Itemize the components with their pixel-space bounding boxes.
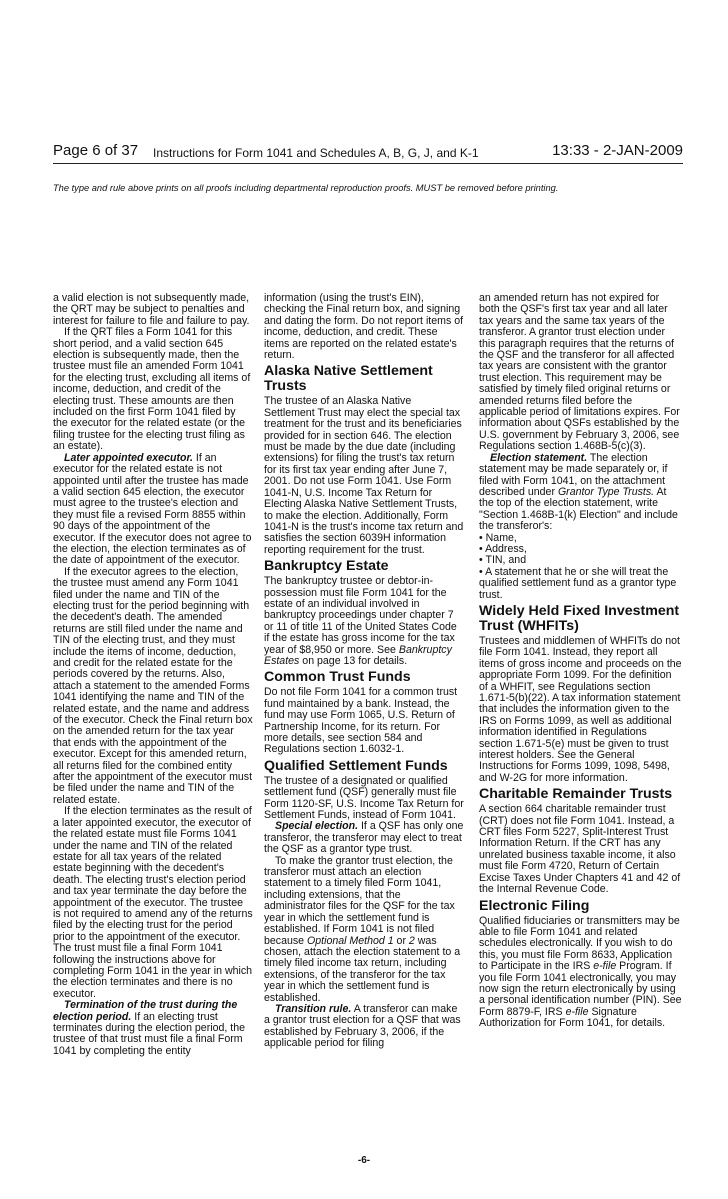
run-in-heading: Termination of the trust during the election period. [53,999,238,1023]
paragraph: A section 664 charitable remainder trust (CRT) does not file Form 1041. Instead, a CRT files Form 5227, Split-Interest Trust Information Return. If the CRT has any unrelated business taxable income, it also must file Form 4720, Return of Certain Excise Taxes Under Chapters 41 and 42 of the Internal Revenue Code. [479,803,681,896]
section-heading: Widely Held Fixed Investment Trust (WHFITs) [479,602,680,634]
run-in-heading: Special election. [275,820,359,833]
list-item: • Name, [479,533,682,544]
list-item: • A statement that he or she will treat the qualified settlement fund as a grantor type trust. [479,567,682,601]
paragraph: If the QRT files a Form 1041 for this short period, and a valid section 645 election is subsequently made, then the trustee must file an amended Form 1041 for the electing trust, excluding all items of income, deduction, and credit of the electing trust. These amounts are then included on the first Form 1041 filed by the executor for the related estate (or the filing trustee for the electing trust filing as an estate). [53,326,251,453]
bullet-list [479,533,682,601]
paragraph: If the executor agrees to the election, the trustee must amend any Form 1041 filed under the name and TIN of the electing trust for the period beginning with the decedent's death. The amended returns are still filed under the name and TIN of the electing trust, and they must include the items of income, deduction, and credit for the related estate for the periods covered by the returns. Also, attach a statement to the amended Forms 1041 identifying the name and TIN of the related estate, and the name and address of the executor. Check the Final return box on the amended return for the tax year that ends with the appointment of the executor. Except for this amended return, all returns filed for the combined entity after the appointment of the executor must be filed under the name and TIN of the related estate. [53,565,253,806]
paragraph: If the election terminates as the result of a later appointed executor, the executor of the related estate must file Forms 1041 under the name and TIN of the related estate for all tax years of the related estate beginning with the decedent's death. The electing trust's election period and tax year terminate the day before the appointment of the executor. The trustee is not required to amend any of the returns filed by the electing trust for the period prior to the appointment of the executor. The trust must file a final Form 1041 following the instructions above for completing Form 1041 in the year in which the election terminates and there is no executor. [53,805,253,1000]
paragraph: Do not file Form 1041 for a common trust fund maintained by a bank. Instead, the fund may use Form 1065, U.S. Return of Partnership Income, for its return. For more details, see section 584 and Regulations section 1.6032-1. [264,686,458,756]
paragraph: information (using the trust's EIN), checking the Final return box, and signing and dating the form. Do not report items of income, deduction, and credit. These items are reported on the related estate's return. [264,292,464,362]
list-item: • Address, [479,544,682,555]
timestamp: 13:33 - 2-JAN-2009 [552,142,683,159]
list-item: • TIN, and [479,555,682,566]
paragraph: Trustees and middlemen of WHFITs do not file Form 1041. Instead, they report all items of gross income and proceeds on the appropriate Form 1099. For the definition of a WHFIT, see Regulations section 1.671-5(b)(22). A tax information statement that includes the information given to the IRS on Forms 1099, as well as additional information identified in Regulations section 1.671-5(e) must be given to trust interest holders. See the General Instructions for Forms 1099, 1098, 5498, and W-2G for more information. [479,634,682,784]
paragraph: an amended return has not expired for both the QSF's first tax year and all later tax years and the same tax years of the transferor. A grantor trust election under this paragraph requires that the returns of the QSF and the transferor for all affected tax years are consistent with the grantor trust election. This requirement may be satisfied by timely filed original returns or amended returns filed before the applicable period of limitations expires. For information about QSFs established by the U.S. government by February 3, 2006, see Regulations section 1.468B-5(c)(3). [479,292,680,453]
paragraph: a valid election is not subsequently made, the QRT may be subject to penalties and interest for failure to file and failure to pay. [53,292,250,327]
paragraph: Later appointed executor. If an executor for the related estate is not appointed until after the trustee has made a valid section 645 election, the executor must agree to the trustee's election and they must file a revised Form 8855 within 90 days of the appointment of the executor. If the executor does not agree to the election, the election terminates as of the date of appointment of the executor. [53,451,252,567]
paragraph: Special election. If a QSF has only one transferor, the transferor may elect to treat the QSF as a grantor type trust. [264,820,464,856]
proof-notice: The type and rule above prints on all proofs including departmental reproduction proofs. MUST be removed before printing. [53,183,559,193]
run-in-heading: Transition rule. [275,1002,352,1015]
paragraph: Election statement. The election statement may be made separately or, if filed with Form 1041, on the attachment described under Grantor Type Trusts. At the top of the election statement, write "Section 1.468B-1(k) Election" and include the transferor's: [479,451,678,533]
column-3 [479,293,682,1030]
paragraph: Qualified fiduciaries or transmitters may be able to file Form 1041 and related schedules electronically. If you wish to do this, you must file Form 8633, Application to Participate in the IRS e-file Program. If you file Form 1041 electronically, you may now sign the return electronically by using a personal identification number (PIN). See Form 8879-F, IRS e-file Signature Authorization for Form 1041, for details. [479,914,682,1030]
paragraph: To make the grantor trust election, the transferor must attach an election statement to a timely filed Form 1041, including extensions, that the administrator files for the QSF for the tax year in which the settlement fund is established. If Form 1041 is not filed because Optional Method 1 or 2 was chosen, attach the election statement to a timely filed income tax return, including extensions, of the transferor for the tax year in which the settlement fund is established. [264,854,461,1004]
section-heading: Qualified Settlement Funds [264,757,448,774]
column-1 [53,293,253,1057]
run-in-heading: Later appointed executor. [64,451,193,464]
run-in-heading: Election statement. [490,451,588,464]
paragraph: Transition rule. A transferor can make a grantor trust election for a QSF that was established by February 3, 2006, if the applicable period for filing [264,1002,461,1050]
section-heading: Alaska Native Settlement Trusts [264,363,433,395]
section-heading: Electronic Filing [479,897,590,914]
column-2 [264,293,464,1050]
page-header [53,141,683,164]
page-number: Page 6 of 37 [53,142,139,159]
paragraph: The trustee of a designated or qualified settlement fund (QSF) generally must file Form 1120-SF, U.S. Income Tax Return for Settlement Funds, instead of Form 1041. [264,774,464,822]
document-title: Instructions for Form 1041 and Schedules A, B, G, J, and K-1 [153,146,479,160]
paragraph: The trustee of an Alaska Native Settlement Trust may elect the special tax treatment for the trust and its beneficiaries provided for in section 646. The election must be made by the due date (including extensions) for filing the trust's tax return for its first tax year ending after June 7, 2001. Do not use Form 1041. Use Form 1041-N, U.S. Income Tax Return for Electing Alaska Native Settlement Trusts, to make the election. Additionally, Form 1041-N is the trust's income tax return and satisfies the section 6039H information reporting requirement for the trust. [264,395,464,556]
paragraph: The bankruptcy trustee or debtor-in-possession must file Form 1041 for the estate of an individual involved in bankruptcy proceedings under chapter 7 or 11 of title 11 of the United States Code if the estate has gross income for the tax year of $8,950 or more. See Bankruptcy Estates on page 13 for details. [264,575,457,667]
paragraph: Termination of the trust during the election period. If an electing trust terminates during the election period, the trustee of that trust must file a final Form 1041 by completing the entity [53,999,245,1057]
page-footer: -6- [357,1155,371,1166]
section-heading: Bankruptcy Estate [264,558,389,575]
section-heading: Common Trust Funds [264,669,411,686]
section-heading: Charitable Remainder Trusts [479,786,673,803]
